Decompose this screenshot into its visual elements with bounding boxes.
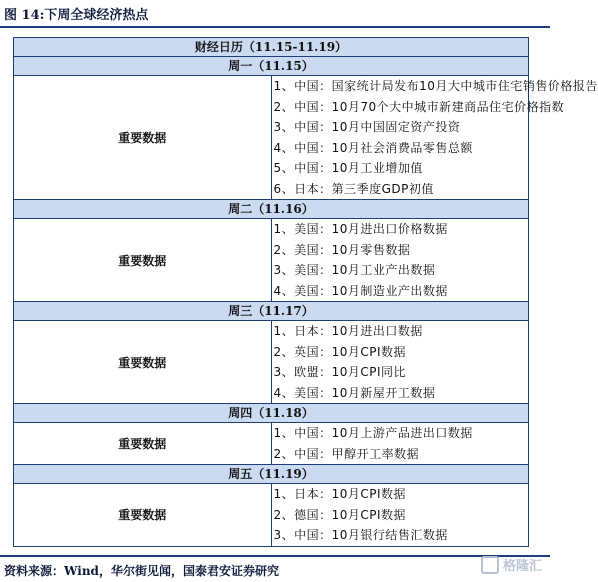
list-item: 1、美国：10月进出口价格数据: [273, 222, 448, 236]
watermark: [481, 555, 542, 574]
day-items: [271, 219, 529, 302]
list-item: 3、欧盟：10月CPI同比: [273, 365, 407, 379]
day-row-wed: [14, 302, 529, 321]
list-item: 6、日本：第三季度GDP初值: [273, 181, 434, 196]
day-body-mon: [14, 76, 529, 200]
day-row-tue: [14, 200, 529, 219]
day-items: [271, 423, 529, 465]
list-item: 2、中国：10月70个大中城市新建商品住宅价格指数: [273, 99, 565, 114]
list-item: 2、中国：甲醇开工率数据: [273, 446, 420, 461]
list-item: 1、中国：10月上游产品进出口数据: [273, 426, 473, 440]
day-body-thu: [14, 423, 529, 465]
calendar-header: 财经日历（11.15-11.19）: [14, 38, 529, 57]
day-items: [271, 484, 529, 547]
figure-title: 图 14:下周全球经济热点: [4, 8, 149, 23]
list-item: 3、美国：10月工业产出数据: [273, 263, 436, 277]
day-title: 周三（11.17）: [14, 302, 529, 321]
list-item: 5、中国：10月工业增加值: [273, 161, 423, 175]
day-items: [271, 321, 529, 404]
top-rule: [0, 26, 550, 28]
day-body-tue: [14, 219, 529, 302]
day-row-mon: [14, 57, 529, 76]
list-item: 2、英国：10月CPI数据: [273, 344, 407, 359]
list-item: 1、中国：国家统计局发布10月大中城市住宅销售价格报告: [273, 79, 598, 93]
day-title: 周一（11.15）: [14, 57, 529, 76]
day-title: 周五（11.19）: [14, 465, 529, 484]
list-item: 4、中国：10月社会消费品零售总额: [273, 140, 473, 155]
list-item: 3、中国：10月银行结售汇数据: [273, 528, 448, 542]
economic-calendar-table: [13, 37, 598, 547]
day-row-fri: [14, 465, 529, 484]
list-item: 1、日本：10月CPI数据: [273, 487, 407, 501]
list-item: 2、美国：10月零售数据: [273, 242, 411, 257]
list-item: 2、德国：10月CPI数据: [273, 507, 407, 522]
list-item: 4、美国：10月新屋开工数据: [273, 385, 436, 400]
day-label: 重要数据: [14, 321, 272, 404]
day-label: 重要数据: [14, 219, 272, 302]
calendar-header-row: [14, 38, 529, 57]
day-row-thu: [14, 404, 529, 423]
watermark-logo-icon: [481, 556, 499, 574]
day-title: 周四（11.18）: [14, 404, 529, 423]
day-label: 重要数据: [14, 76, 272, 200]
list-item: 3、中国：10月中国固定资产投资: [273, 120, 461, 134]
list-item: 1、日本：10月进出口数据: [273, 324, 423, 338]
day-items: [271, 76, 598, 200]
bottom-rule: [0, 555, 550, 557]
watermark-text: 格隆汇: [502, 559, 542, 574]
day-title: 周二（11.16）: [14, 200, 529, 219]
day-body-wed: [14, 321, 529, 404]
list-item: 4、美国：10月制造业产出数据: [273, 283, 448, 298]
day-label: 重要数据: [14, 423, 272, 465]
day-label: 重要数据: [14, 484, 272, 547]
day-body-fri: [14, 484, 529, 547]
source-note: 资料来源：Wind，华尔街见闻，国泰君安证券研究: [4, 564, 279, 578]
